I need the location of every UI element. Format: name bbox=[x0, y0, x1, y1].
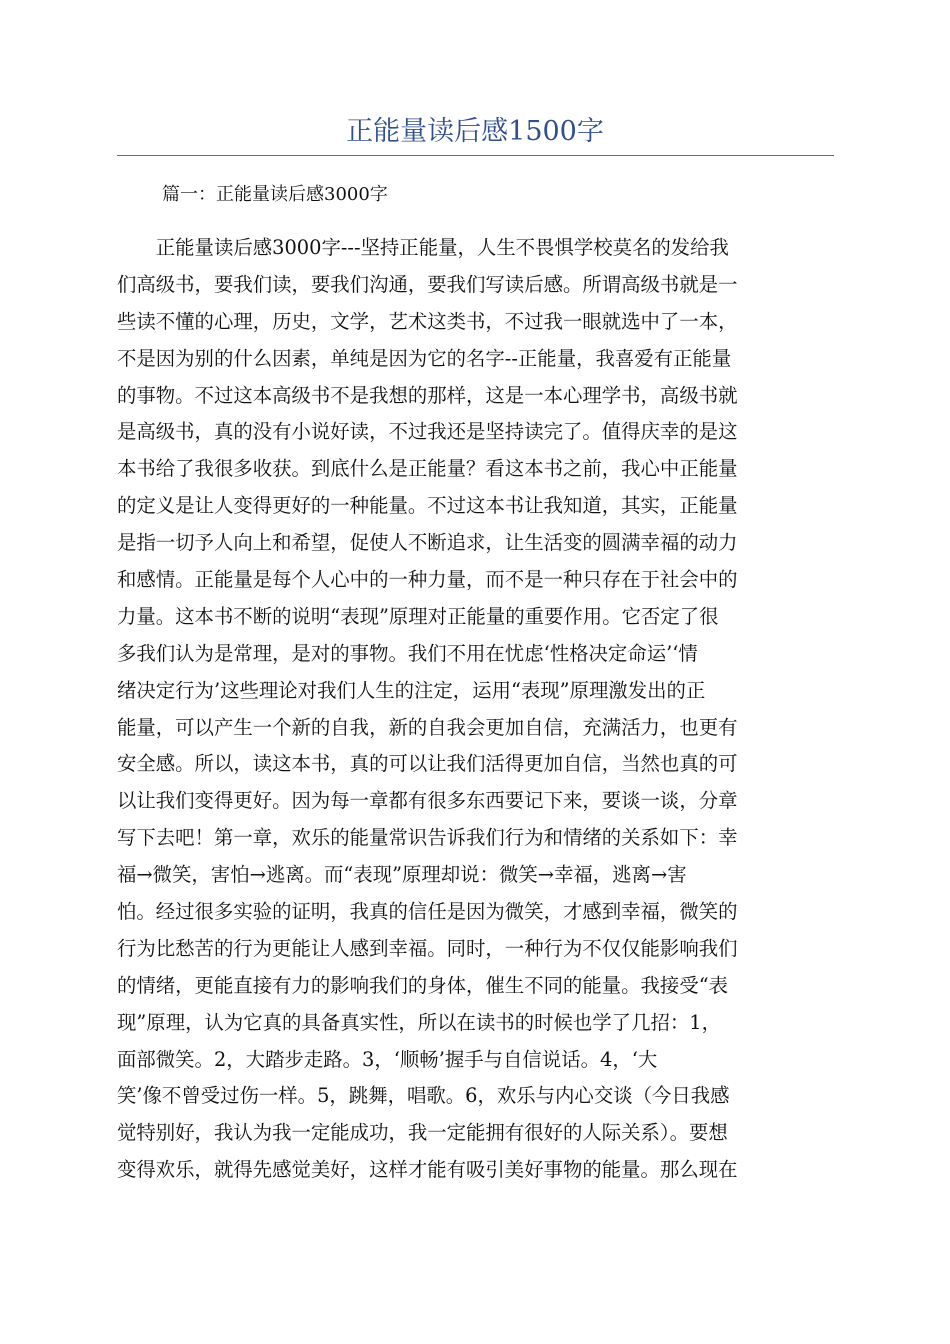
body-line: 本书给了我很多收获。到底什么是正能量？看这本书之前，我心中正能量 bbox=[117, 457, 738, 481]
body-line: 怕。经过很多实验的证明，我真的信任是因为微笑，才感到幸福，微笑的 bbox=[117, 900, 738, 924]
body-line: 安全感。所以，读这本书，真的可以让我们活得更加自信，当然也真的可 bbox=[117, 752, 738, 776]
body-line: 是高级书，真的没有小说好读，不过我还是坚持读完了。值得庆幸的是这 bbox=[117, 420, 738, 444]
body-line: 多我们认为是常理，是对的事物。我们不用在忧虑‘性格决定命运’‘情 bbox=[117, 641, 698, 665]
body-line: 觉特别好，我认为我一定能成功，我一定能拥有很好的人际关系）。要想 bbox=[117, 1121, 728, 1145]
body-line: 行为比愁苦的行为更能让人感到幸福。同时，一种行为不仅仅能影响我们 bbox=[117, 936, 738, 960]
body-line: 是指一切予人向上和希望，促使人不断追求，让生活变的圆满幸福的动力 bbox=[117, 531, 738, 555]
body-line: 写下去吧！第一章，欢乐的能量常识告诉我们行为和情绪的关系如下：幸 bbox=[117, 826, 738, 850]
body-line: 的情绪，更能直接有力的影响我们的身体，催生不同的能量。我接受“表 bbox=[117, 973, 729, 997]
body-line: 笑’像不曾受过伤一样。5，跳舞，唱歌。6，欢乐与内心交谈（今日我感 bbox=[117, 1084, 730, 1108]
body-line: 福→微笑，害怕→逃离。而“表现”原理却说：微笑→幸福，逃离→害 bbox=[117, 863, 687, 887]
body-line: 现”原理，认为它真的具备真实性，所以在读书的时候也学了几招：1， bbox=[117, 1010, 721, 1034]
body-line: 能量，可以产生一个新的自我，新的自我会更加自信，充满活力，也更有 bbox=[117, 715, 738, 739]
body-line: 以让我们变得更好。因为每一章都有很多东西要记下来，要谈一谈，分章 bbox=[117, 789, 738, 813]
body-line: 和感情。正能量是每个人心中的一种力量，而不是一种只存在于社会中的 bbox=[117, 568, 738, 592]
document-title: 正能量读后感1500字 bbox=[346, 116, 604, 147]
section-heading: 篇一：正能量读后感3000字 bbox=[162, 184, 388, 205]
body-line: 变得欢乐，就得先感觉美好，这样才能有吸引美好事物的能量。那么现在 bbox=[117, 1158, 738, 1182]
body-line: 些读不懂的心理，历史，文学，艺术这类书，不过我一眼就选中了一本， bbox=[117, 309, 738, 333]
body-line: 面部微笑。2，大踏步走路。3，‘顺畅’握手与自信说话。4，‘大 bbox=[117, 1047, 658, 1071]
body-line: 不是因为别的什么因素，单纯是因为它的名字--正能量，我喜爱有正能量 bbox=[117, 346, 732, 370]
body-line: 的事物。不过这本高级书不是我想的那样，这是一本心理学书，高级书就 bbox=[117, 383, 738, 407]
body-line: 力量。这本书不断的说明“表现”原理对正能量的重要作用。它否定了很 bbox=[117, 604, 719, 628]
body-paragraph bbox=[117, 230, 834, 1189]
body-line: 绪决定行为’这些理论对我们人生的注定，运用“表现”原理激发出的正 bbox=[117, 678, 706, 702]
body-line: 正能量读后感3000字---坚持正能量，人生不畏惧学校莫名的发给我 bbox=[117, 236, 729, 259]
body-line: 们高级书，要我们读，要我们沟通，要我们写读后感。所谓高级书就是一 bbox=[117, 272, 738, 296]
title-underline bbox=[117, 155, 834, 156]
body-line: 的定义是让人变得更好的一种能量。不过这本书让我知道，其实，正能量 bbox=[117, 494, 738, 518]
